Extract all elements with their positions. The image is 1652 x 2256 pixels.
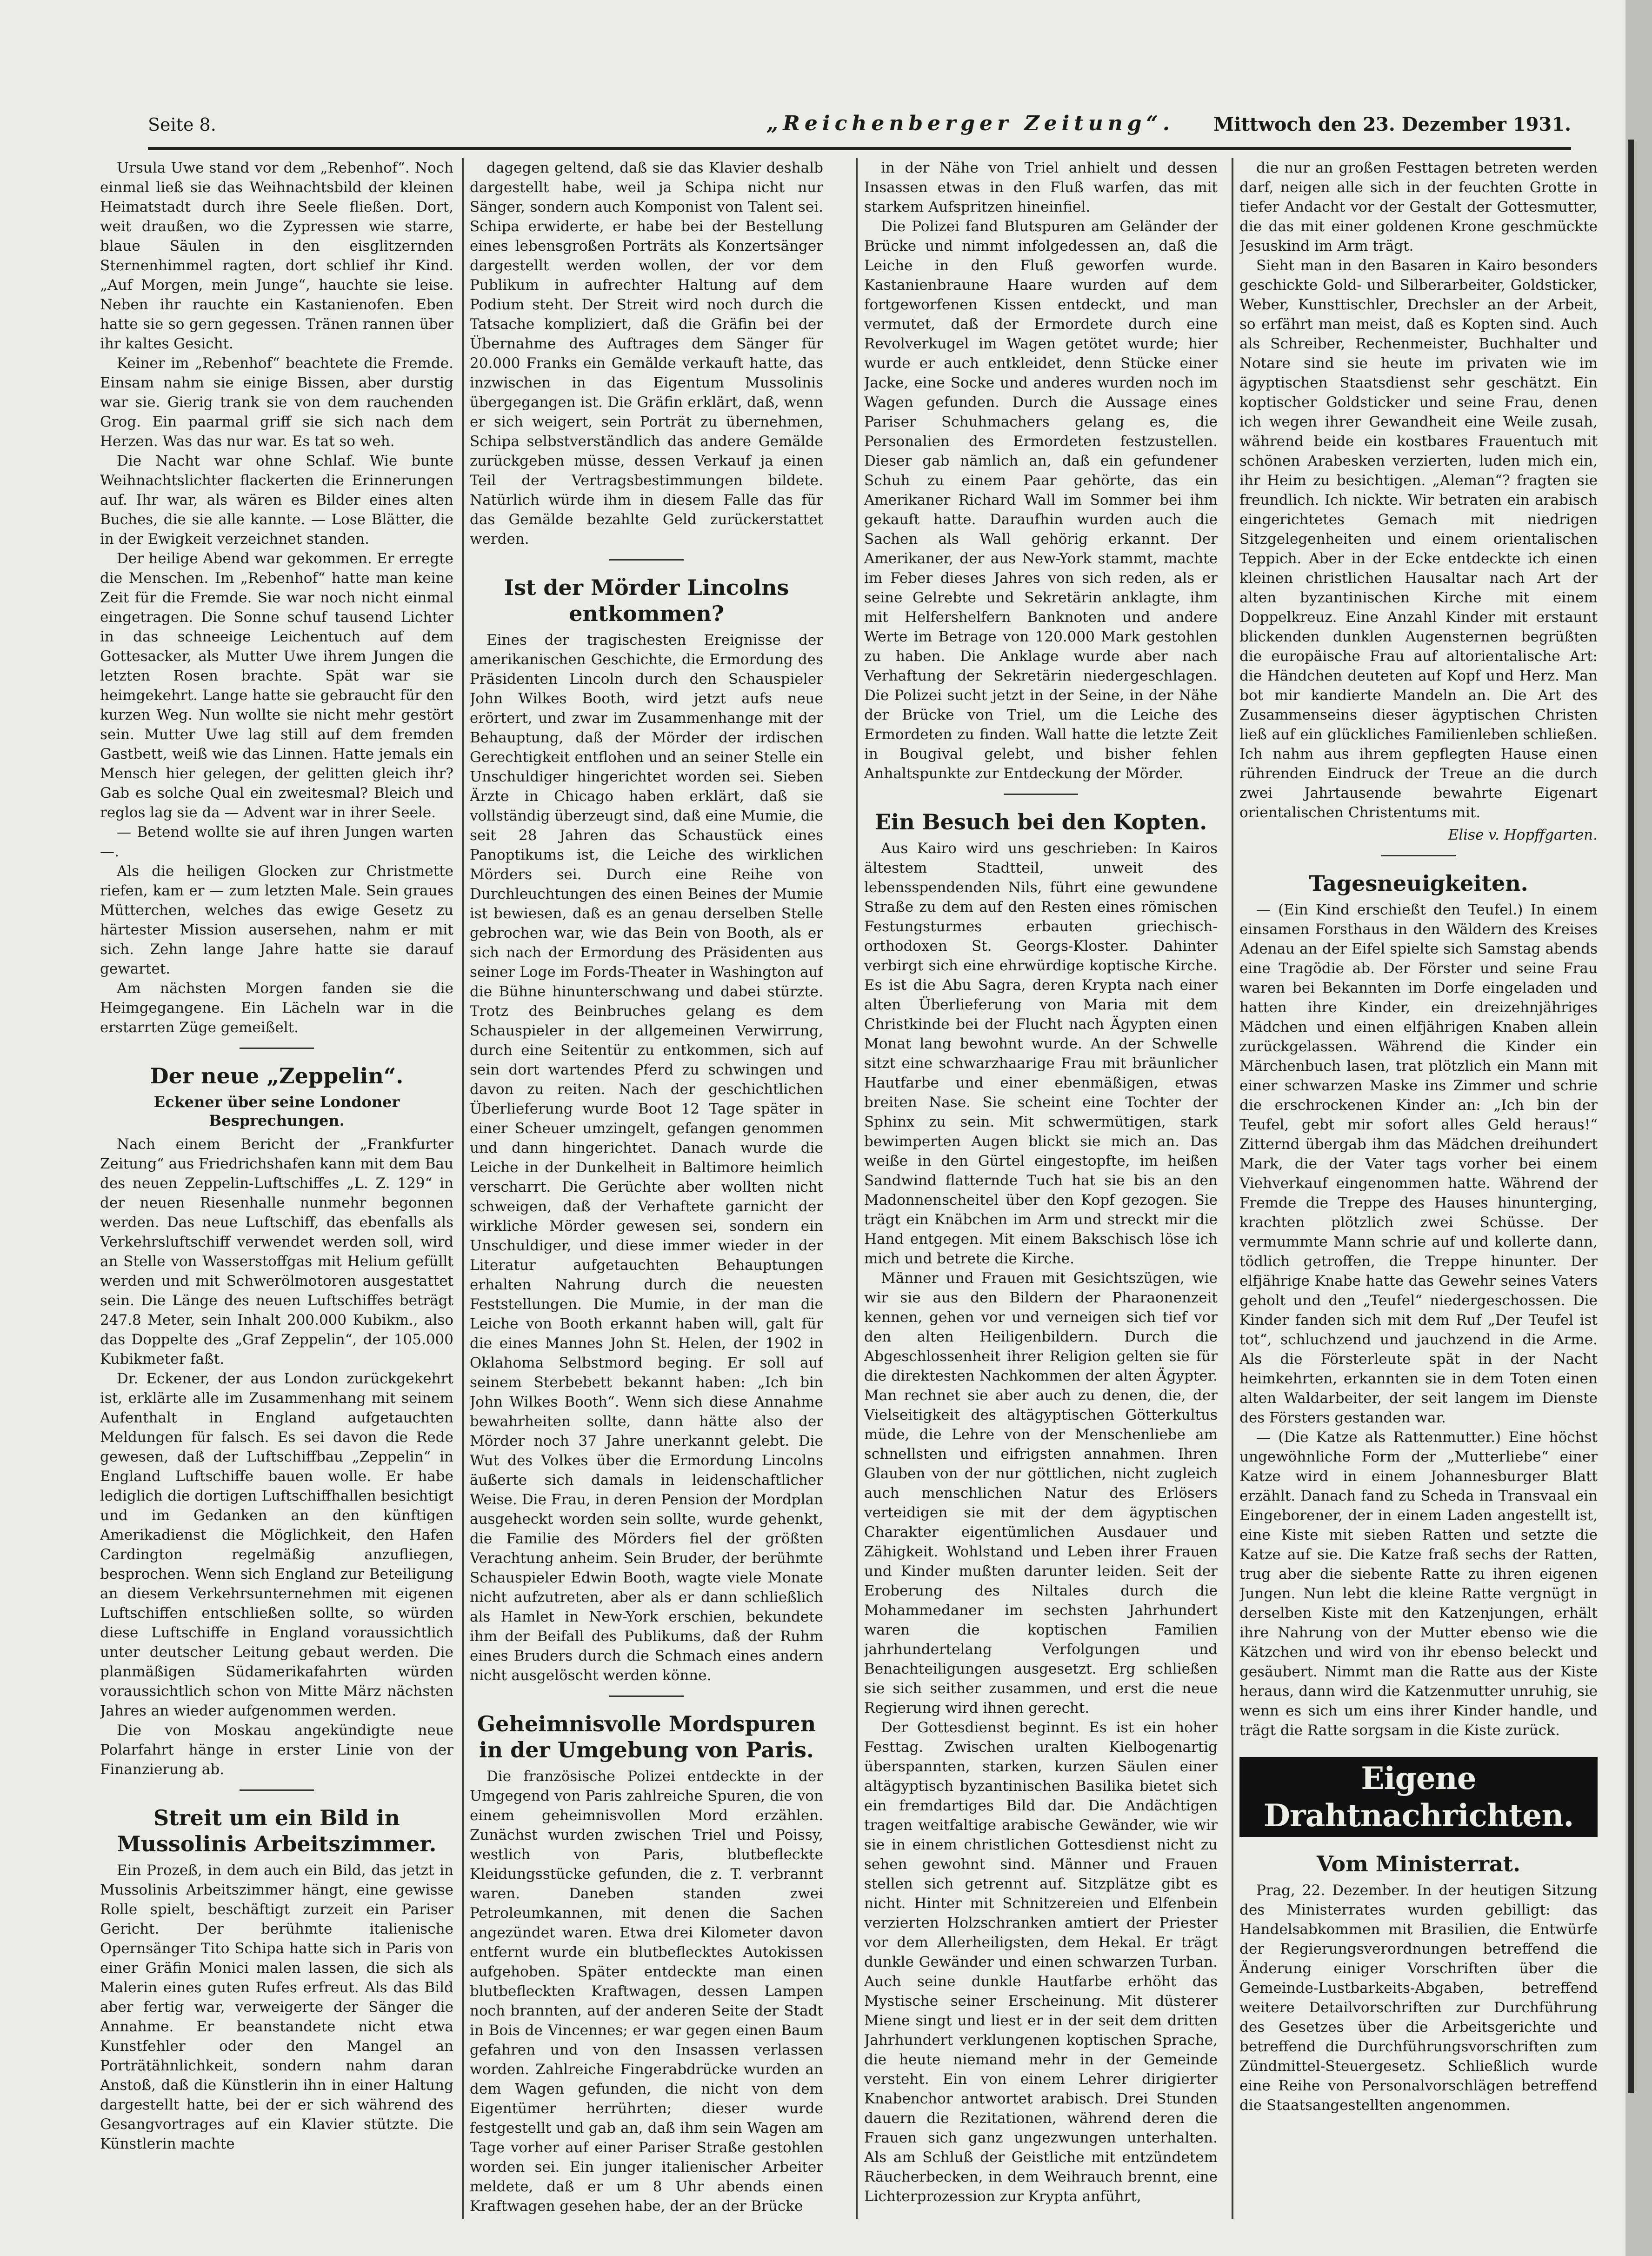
article-paragraph: Die Nacht war ohne Schlaf. Wie bunte Weihnachtslichter flackerten die Erinnerungen auf. Ihr war, als wären es Bilder eines alten Buches, die sie alle kannte. — Lose Blätter, die in der Ewigkeit verzeichnet standen. bbox=[100, 453, 453, 547]
article-headline: Tagesneuigkeiten. bbox=[1309, 871, 1528, 896]
column-2 bbox=[470, 158, 823, 2223]
author-signature: Elise v. Hopffgarten. bbox=[1448, 827, 1598, 843]
article-paragraph: Die von Moskau angekündigte neue Polarfahrt hänge in erster Linie von der Finanzierung ab. bbox=[100, 1722, 453, 1778]
section-divider bbox=[240, 1048, 314, 1049]
article-paragraph: Ursula Uwe stand vor dem „Rebenhof“. Noch einmal ließ sie das Weihnachtsbild der kleinen Heimatstadt durch ihre Seele fließen. Dort, weit draußen, wo die Zypressen wie starre, blaue Säulen in den eisglitzernden Sternenhimmel ragten, dort schlief ihr Kind. „Auf Morgen, mein Junge“, hauchte sie leise. Neben ihr rauchte ein Kastanienofen. Eben hatte sie so gern gegessen. Tränen rannen über ihr kaltes Gesicht. bbox=[100, 160, 453, 352]
article-paragraph: Nach einem Bericht der „Frankfurter Zeitung“ aus Friedrichshafen kann mit dem Bau des neuen Zeppelin-Luftschiffes „L. Z. 129“ in der neuen Riesenhalle nunmehr begonnen werden. Das neue Luftschiff, das ebenfalls als Verkehrsluftschiff verwendet werden soll, wird an Stelle von Wasserstoffgas mit Helium gefüllt werden und mit Schwerölmotoren ausgestattet sein. Die Länge des neuen Luftschiffes beträgt 247.8 Meter, sein Inhalt 200.000 Kubikm., also das Doppelte des „Graf Zeppelin“, der 105.000 Kubikmeter faßt. bbox=[100, 1136, 453, 1368]
column-1 bbox=[100, 158, 453, 2223]
column-rule bbox=[1232, 158, 1233, 2219]
section-divider bbox=[1004, 794, 1078, 795]
column-4 bbox=[1239, 158, 1598, 2223]
scan-edge bbox=[1625, 0, 1652, 2256]
article-paragraph: Als die heiligen Glocken zur Christmette riefen, kam er — zum letzten Male. Sein graues Mütterchen, welches das ewige Gesetz zu härtester Mission ausersehen, nahm er mit sich. Zehn lange Jahre hatte sie darauf gewartet. bbox=[100, 863, 453, 977]
column-3 bbox=[864, 158, 1218, 2223]
issue-date: Mittwoch den 23. Dezember 1931. bbox=[1213, 113, 1571, 135]
article-headline: Ist der Mörder Lincolns entkommen? bbox=[504, 575, 789, 626]
article-paragraph: Dr. Eckener, der aus London zurückgekehrt ist, erklärte alle im Zusammenhang mit seinem Aufenthalt in England aufgetauchten Meldungen für falsch. Es sei davon die Rede gewesen, daß der Luftschiffbau „Zeppelin“ in England Luftschiffe bauen wolle. Er habe lediglich die dortigen Luftschiffhallen besichtigt und im Gedanken an den künftigen Amerikadienst die Möglichkeit, den Hafen Cardington regelmäßig anzufliegen, besprochen. Wenn sich England zur Beteiligung an diesem Verkehrsunternehmen mit eigenen Luftschiffen entschließen sollte, so würden diese Luftschiffe in England voraussichtlich unter deutscher Leitung gebaut werden. Die planmäßigen Südamerikafahrten würden voraussichtlich schon von Mitte März nächsten Jahres an wieder aufgenommen werden. bbox=[100, 1370, 453, 1719]
article-paragraph: Aus Kairo wird uns geschrieben: In Kairos ältestem Stadtteil, unweit des lebensspendenden Nils, führt eine gewundene Straße zu dem auf den Resten eines römischen Festungsturmes erbauten griechisch-orthodoxen St. Georgs-Kloster. Dahinter verbirgt sich eine ehrwürdige koptische Kirche. Es ist die Abu Sagra, deren Krypta nach einer alten Überlieferung von Maria mit dem Christkinde bei der Flucht nach Ägypten einen Monat lang bewohnt wurde. An der Schwelle sitzt eine schwarzhaarige Frau mit bräunlicher Hautfarbe und einer ebenmäßigen, etwas breiten Nase. Sie scheint eine Tochter der Sphinx zu sein. Mit schwermütigen, stark bewimperten Augen blickt sie mich an. Das weiße in den Gürtel eingestopfte, im heißen Sandwind flatternde Tuch hat sie bis an den Madonnenscheitel über den Kopf gezogen. Sie trägt ein Knäbchen im Arm und streckt mir die Hand entgegen. Mit einem Bakschisch löse ich mich und betrete die Kirche. bbox=[864, 840, 1218, 1267]
article-paragraph: — (Ein Kind erschießt den Teufel.) In einem einsamen Forsthaus in den Wäldern des Kreises Adenau an der Eifel spielte sich Samstag abends eine Tragödie ab. Der Förster und seine Frau waren bei Bekannten im Dorfe eingeladen und hatten ihre Kinder, ein dreizehnjähriges Mädchen und einen elfjährigen Knaben allein zurückgelassen. Während die Kinder ein Märchenbuch lasen, trat plötzlich ein Mann mit einer schwarzen Maske ins Zimmer und schrie die erschrockenen Kinder an: „Ich bin der Teufel, gebt mir sofort alles Geld heraus!“ Zitternd übergab ihm das Mädchen dreihundert Mark, die der Vater tags vorher bei einem Viehverkauf eingenommen hatte. Während der Fremde die Treppe des Hauses hinunterging, krachten plötzlich zwei Schüsse. Der vermummte Mann schrie auf und kollerte dann, tödlich getroffen, die Treppe hinunter. Der elfjährige Knabe hatte das Gewehr seines Vaters geholt und den „Teufel“ niedergeschossen. Die Kinder fanden sich mit dem Ruf „Der Teufel ist tot“, schluchzend und jauchzend in die Arme. Als die Försterleute spät in der Nacht heimkehrten, erkannten sie in dem Toten einen alten Waldarbeiter, der seit langem im Dienste des Försters gestanden war. bbox=[1239, 901, 1598, 1426]
masthead: „Reichenberger Zeitung“. bbox=[766, 112, 1175, 135]
column-rule bbox=[856, 158, 858, 2219]
article-paragraph: Die Polizei fand Blutspuren am Geländer der Brücke und nimmt infolgedessen an, daß die Leiche in den Fluß geworfen wurde. Kastanienbraune Haare wurden auf dem fortgeworfenen Kissen entdeckt, und man vermutet, daß der Ermordete durch eine Revolverkugel im Wagen getötet wurde; hier wurde er auch entkleidet, denn Stücke einer Jacke, eine Socke und anderes wurden noch im Wagen gefunden. Durch die Aussage eines Pariser Schuhmachers gelang es, die Personalien des Ermordeten festzustellen. Dieser gab nämlich an, daß ein gefundener Schuh zu einem Paar gehörte, das ein Amerikaner Richard Wall im Sommer bei ihm gekauft hatte. Daraufhin wurden auch die Sachen als Wall gehörig erkannt. Der Amerikaner, der aus New-York stammt, machte im Feber dieses Jahres von sich reden, als er seine Gelrebte und Sekretärin anklagte, ihm mit Helfershelfern Banknoten und andere Werte im Betrage von 120.000 Mark gestohlen zu haben. Die Anklage wurde aber nach Verhaftung der Sekretärin niedergeschlagen. Die Polizei sucht jetzt in der Seine, in der Nähe der Brücke von Triel, um die Leiche des Ermordeten zu finden. Wall hatte die letzte Zeit in Bougival gelebt, und bisher fehlen Anhaltspunkte zur Entdeckung der Mörder. bbox=[864, 218, 1218, 782]
article-paragraph: Ein Prozeß, in dem auch ein Bild, das jetzt in Mussolinis Arbeitszimmer hängt, eine gewisse Rolle spielt, beschäftigt zurzeit ein Pariser Gericht. Der berühmte italienische Opernsänger Tito Schipa hatte sich in Paris von einer Gräfin Monici malen lassen, die sich als Malerin eines guten Rufes erfreut. Als das Bild aber fertig war, verweigerte der Sänger die Annahme. Er beanstandete nicht etwa Kunstfehler oder den Mangel an Porträtähnlichkeit, sondern nahm daran Anstoß, daß die Künstlerin ihn in einer Haltung dargestellt hatte, bei der er sich während des Gesangvortrages auf ein Klavier stützte. Die Künstlerin machte bbox=[100, 1862, 453, 2152]
article-paragraph: Der heilige Abend war gekommen. Er erregte die Menschen. Im „Rebenhof“ hatte man keine Zeit für die Fremde. Sie war noch nicht einmal eingetragen. Die Sonne schuf tausend Lichter in das schneeige Leichentuch auf dem Gottesacker, als Mutter Uwe ihrem Jungen die letzten Rosen brachte. Spät war sie heimgekehrt. Lange hatte sie gebraucht für den kurzen Weg. Nun wollte sie nicht mehr gestört sein. Mutter Uwe lag still auf dem fremden Gastbett, weiß wie das Linnen. Hatte jemals ein Mensch hier gelegen, der gelitten gleich ihr? Gab es solche Qual ein zweitesmal? Bleich und reglos lag sie da — Advent war in ihrer Seele. bbox=[100, 550, 453, 821]
article-paragraph: Keiner im „Rebenhof“ beachtete die Fremde. Einsam nahm sie einige Bissen, aber durstig war sie. Gierig trank sie von dem rauchenden Grog. Ein paarmal griff sie sich nach dem Herzen. Was das nur war. Es tat so weh. bbox=[100, 355, 453, 450]
article-headline: Streit um ein Bild in Mussolinis Arbeitszimmer. bbox=[117, 1805, 437, 1856]
section-divider bbox=[1381, 855, 1456, 856]
article-paragraph: in der Nähe von Triel anhielt und dessen Insassen etwas in den Fluß warfen, das mit starkem Aufspritzen hineinfiel. bbox=[864, 160, 1218, 215]
article-subheadline: Eckener über seine Londoner Besprechungen. bbox=[153, 1093, 400, 1129]
section-divider bbox=[240, 1789, 314, 1791]
section-divider bbox=[609, 559, 684, 561]
article-headline: Vom Ministerrat. bbox=[1316, 1851, 1521, 1876]
article-paragraph: Am nächsten Morgen fanden sie die Heimgegangene. Ein Lächeln war in die erstarrten Züge gemeißelt. bbox=[100, 980, 453, 1036]
article-paragraph: — (Die Katze als Rattenmutter.) Eine höchst ungewöhnliche Form der „Mutterliebe“ einer Katze wird in einem Johannesburger Blatt erzählt. Danach fand zu Scheda in Transvaal ein Eingeborener, der in einem Laden angestellt ist, eine Kiste mit sieben Ratten und setzte die Katze auf sie. Die Katze fraß sechs der Ratten, trug aber die siebente Ratte zu ihren eigenen Jungen. Nun lebt die kleine Ratte vergnügt in derselben Kiste mit den Katzenjungen, erhält ihre Nahrung von der Mutter ebenso wie die Kätzchen und wird von ihr ebenso beleckt und gesäubert. Nimmt man die Ratte aus der Kiste heraus, dann wird die Katzenmutter unruhig, sie wenn es sich um eins ihrer Kinder handle, und trägt die Ratte sorgsam in die Kiste zurück. bbox=[1239, 1429, 1598, 1739]
article-headline: Geheimnisvolle Mordspuren in der Umgebung von Paris. bbox=[477, 1711, 816, 1762]
article-paragraph: Eines der tragischesten Ereignisse der amerikanischen Geschichte, die Ermordung des Präsidenten Lincoln durch den Schauspieler John Wilkes Booth, wird jetzt aufs neue erörtert, und zwar im Zusammenhange mit der Behauptung, daß der Mörder der irdischen Gerechtigkeit entflohen und an seiner Stelle ein Unschuldiger hingerichtet worden sei. Sieben Ärzte in Chicago haben erklärt, daß sie vollständig überzeugt sind, daß eine Mumie, die seit 28 Jahren das Schaustück eines Panoptikums ist, die Leiche des wirklichen Mörders sei. Durch eine Reihe von Durchleuchtungen des einen Beines der Mumie ist bewiesen, daß es an genau derselben Stelle gebrochen war, wie das Bein von Booth, als er sich nach der Ermordung des Präsidenten aus seiner Loge im Fords-Theater in Washington auf die Bühne hinunterschwang und dabei stürzte. Trotz des Beinbruches gelang es dem Schauspieler in der allgemeinen Verwirrung, durch eine Seitentür zu entkommen, sich auf sein dort wartendes Pferd zu schwingen und davon zu reiten. Nach der geschichtlichen Überlieferung wurde Boot 12 Tage später in einer Scheuer umzingelt, gefangen genommen und dann hingerichtet. Danach wurde die Leiche in der Dunkelheit in Baltimore heimlich verscharrt. Die Gerüchte aber wollten nicht schweigen, daß der Verhaftete garnicht der wirkliche Mörder gewesen sei, sondern ein Unschuldiger, und diese immer wieder in der Literatur aufgetauchten Behauptungen erhalten Nahrung durch die neuesten Feststellungen. Die Mumie, in der man die Leiche von Booth erkannt haben will, galt für die eines Mannes John St. Helen, der 1902 in Oklahoma Selbstmord beging. Er soll auf seinem Sterbebett bekannt haben: „Ich bin John Wilkes Booth“. Wenn sich diese Annahme bewahrheiten sollte, dann hätte also der Mörder noch 37 Jahre unerkannt gelebt. Die Wut des Volkes über die Ermordung Lincolns äußerte sich damals in leidenschaftlicher Weise. Die Frau, in deren Pension der Mordplan ausgeheckt worden sein sollte, wurde gehenkt, die Familie des Mörders fiel der größten Verachtung anheim. Sein Bruder, der berühmte Schauspieler Edwin Booth, wagte viele Monate nicht aufzutreten, aber als er dann schließlich als Hamlet in New-York erschien, bekundete ihm der Beifall des Publikums, daß der Ruhm eines Bruders durch die Schmach eines andern nicht ausgelöscht werden könne. bbox=[470, 632, 823, 1684]
article-headline: Ein Besuch bei den Kopten. bbox=[874, 809, 1207, 834]
article-paragraph: Prag, 22. Dezember. In der heutigen Sitzung des Ministerrates wurden gebilligt: das Handelsabkommen mit Brasilien, die Entwürfe der Regierungsverordnungen betreffend die Änderung einiger Vorschriften über die Gemeinde-Lustbarkeits-Abgaben, betreffend weitere Detailvorschriften zur Durchführung des Gesetzes über die Arbeitsgerichte und betreffend die Durchführungsvorschriften zum Zündmittel-Steuergesetz. Schließlich wurde eine Reihe von Personalvorschlägen betreffend die Staatsangestellten angenommen. bbox=[1239, 1882, 1598, 2114]
article-paragraph: Der Gottesdienst beginnt. Es ist ein hoher Festtag. Zwischen uralten Kielbogenartig überspannten, starken, kurzen Säulen einer altägyptisch byzantinischen Basilika bietet sich ein fremdartiges Bild dar. Die Andächtigen tragen weitfaltige arabische Gewänder, wie wir sie in einem christlichen Gottesdienst nicht zu sehen gewohnt sind. Männer und Frauen stellen sich getrennt auf. Sitzplätze gibt es nicht. Hinter mit Schnitzereien und Elfenbein verzierten Holzschranken amtiert der Priester vor dem Allerheiligsten, dem Hekal. Er trägt dunkle Gewänder und einen schwarzen Turban. Auch seine dunkle Hautfarbe erhöht das Mystische seiner Erscheinung. Mit düsterer Miene singt und liest er in der seit dem dritten Jahrhundert verklungenen koptischen Sprache, die heute niemand mehr in der Gemeinde versteht. Ein von einem Lehrer dirigierter Knabenchor antwortet arabisch. Drei Stunden dauern die Rezitationen, während deren die Frauen sich ganz ungezwungen unterhalten. Als am Schluß der Geistliche mit entzündetem Räucherbecken, in dem Weihrauch brennt, eine Lichterprozession zur Krypta anführt, bbox=[864, 1719, 1218, 2205]
article-paragraph: Männer und Frauen mit Gesichtszügen, wie wir sie aus den Bildern der Pharaonenzeit kennen, gehen vor und verneigen sich tief vor den alten Heiligenbildern. Durch die Abgeschlossenheit ihrer Religion gelten sie für die direktesten Nachkommen der alten Ägypter. Man rechnet sie aber auch zu denen, die, der Vielseitigkeit des altägyptischen Götterkultus müde, die Lehre von der Menschenliebe am schnellsten und eifrigsten annahmen. Ihren Glauben von der nur göttlichen, nicht zugleich auch menschlichen Natur des Erlösers verteidigen sie mit der dem ägyptischen Charakter eigentümlichen Ausdauer und Zähigkeit. Wohlstand und Leben ihrer Frauen und Kinder mußten darunter leiden. Seit der Eroberung des Niltales durch die Mohammedaner im sechsten Jahrhundert waren die koptischen Familien jahrhundertelang Verfolgungen und Benachteiligungen ausgesetzt. Erg schließen sie sich seither zusammen, und erst die neue Regierung wird ihnen gerecht. bbox=[864, 1270, 1218, 1716]
page-number: Seite 8. bbox=[148, 114, 216, 135]
section-divider bbox=[609, 1695, 684, 1697]
article-paragraph: — Betend wollte sie auf ihren Jungen warten —. bbox=[100, 824, 453, 860]
article-headline: Der neue „Zeppelin“. bbox=[150, 1063, 404, 1088]
section-banner: Eigene Drahtnachrichten. bbox=[1239, 1757, 1598, 1837]
article-paragraph: dagegen geltend, daß sie das Klavier deshalb dargestellt habe, weil ja Schipa nicht nur Sänger, sondern auch Komponist von Talent sei. Schipa erwiderte, er habe bei der Bestellung eines lebensgroßen Porträts als Konzertsänger dargestellt werden wollen, der vor dem Publikum in aufrechter Haltung auf dem Podium steht. Der Streit wird noch durch die Tatsache kompliziert, daß die Gräfin bei der Übernahme des Auftrages dem Sänger für 20.000 Franks ein Gemälde verkauft hatte, das inzwischen in das Eigentum Mussolinis übergegangen ist. Die Gräfin erklärt, daß, wenn er sich weigert, sein Porträt zu übernehmen, Schipa selbstverständlich das andere Gemälde zurückgeben müsse, dessen Verkauf ja einen Teil der Vertragsbestimmungen bildete. Natürlich würde ihm in diesem Falle das für das Gemälde bezahlte Geld zurückerstattet werden. bbox=[470, 160, 823, 547]
article-paragraph: Die französische Polizei entdeckte in der Umgegend von Paris zahlreiche Spuren, die von einem geheimnisvollen Mord erzählen. Zunächst wurden zwischen Triel und Poissy, westlich von Paris, blutbefleckte Kleidungsstücke gefunden, die z. T. verbrannt waren. Daneben standen zwei Petroleumkannen, mit denen die Sachen angezündet waren. Etwa drei Kilometer davon entfernt wurde ein blutbeflecktes Autokissen aufgehoben. Später entdeckte man einen blutbefleckten Kraftwagen, dessen Lampen noch brannten, auf der anderen Seite der Stadt in Bois de Vincennes; er war gegen einen Baum gefahren und von den Insassen verlassen worden. Zahlreiche Fingerabdrücke wurden an dem Wagen gefunden, die nicht von dem Eigentümer herrührten; dieser wurde festgestellt und gab an, daß ihm sein Wagen am Tage vorher auf einer Pariser Straße gestohlen worden sei. Ein junger italienischer Arbeiter meldete, daß er um 8 Uhr abends einen Kraftwagen gesehen habe, der an der Brücke bbox=[470, 1768, 823, 2215]
article-paragraph: Sieht man in den Basaren in Kairo besonders geschickte Gold- und Silberarbeiter, Goldsticker, Weber, Kunsttischler, Drechsler an der Arbeit, so erfährt man meist, daß es Kopten sind. Auch als Schreiber, Rechenmeister, Buchhalter und Notare sind sie heute im privaten wie im ägyptischen Staatsdienst sehr geschätzt. Ein koptischer Goldsticker und seine Frau, denen ich wegen ihrer Gewandheit eine Weile zusah, während beide ein kostbares Frauentuch mit schönen Arabesken verzierten, luden mich ein, ihr Heim zu besichtigen. „Aleman“? fragten sie freundlich. Ich nickte. Wir betraten ein arabisch eingerichtetes Gemach mit niedrigen Sitzgelegenheiten und einem orientalischen Teppich. Aber in der Ecke entdeckte ich einen kleinen christlichen Hausaltar nach Art der alten byzantinischen Kirche mit einem Doppelkreuz. Eine Anzahl Kinder mit erstaunt blickenden dunklen Augensternen begrüßten die europäische Frau auf altorientalische Art: die Händchen deuteten auf Kopf und Herz. Man bot mir kandierte Mandeln an. Die Art des Zusammenseins dieser ägyptischen Christen ließ auf ein glückliches Familienleben schließen. Ich nahm aus ihrem gepflegten Hause einen rührenden Eindruck der Treue an die durch zwei Jahrtausende bewahrte Eigenart orientalischen Christentums mit. bbox=[1239, 257, 1598, 821]
page-header bbox=[148, 110, 1571, 150]
column-rule bbox=[462, 158, 464, 2219]
article-paragraph: die nur an großen Festtagen betreten werden darf, neigen alle sich in der feuchten Grotte in tiefer Andacht vor der Gestalt der Gottesmutter, die das mit einer goldenen Krone geschmückte Jesuskind im Arm trägt. bbox=[1239, 160, 1598, 254]
